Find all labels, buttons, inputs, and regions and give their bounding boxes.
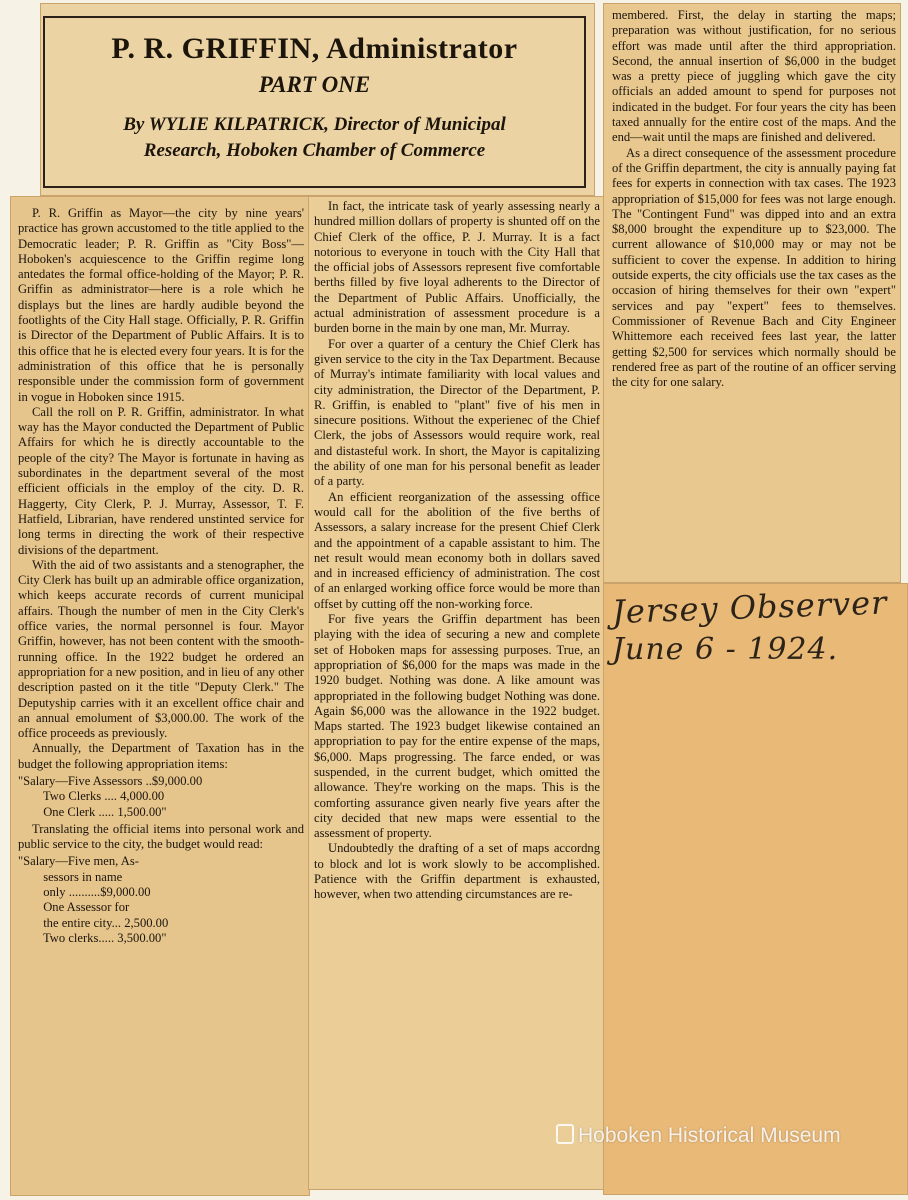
byline-line-2: Research, Hoboken Chamber of Commerce <box>143 140 486 161</box>
paragraph: Call the roll on P. R. Griffin, administrator. In what way has the Mayor conducted the Department of Public Affairs for which he is directly accountable to the people of the city? The Mayor is fortunate in having as subordinates in the department several of the most efficient officials in the employ of the city. D. R. Haggerty, City Clerk, P. J. Murray, Assessor, T. F. Hatfield, Librarian, have rendered unstinted service for long terms in directing the work of their respective divisions of the department. <box>18 404 304 557</box>
handwritten-annotation <box>611 583 902 718</box>
museum-watermark <box>556 1124 841 1148</box>
headline-box <box>43 16 586 188</box>
paragraph: As a direct consequence of the assessment procedure of the Griffin department, the city is annually paying fat fees for experts in connection with tax cases. The 1923 appropriation of $15,000 for fees was not large enough. The "Contingent Fund" was dipped into and an extra $8,000 brought the expenditure up to $23,000. The current allowance of $10,000 may or may not be sufficient to cover the expense. In addition to hiring outside experts, the city officials use the tax cases as the occasion of hiring themselves for their own "expert" services and pay "expert" fees to themselves. Commissioner of Revenue Bach and City Engineer Whittemore each received fees last year, the latter getting $2,500 for services which normally should be rendered free as part of the routine of an officer serving the city for one salary. <box>612 145 896 390</box>
right-column <box>612 8 896 583</box>
article-part: PART ONE <box>258 72 371 97</box>
paragraph: For five years the Griffin department has been playing with the idea of securing a new and complete set of Hoboken maps for assessing purposes. True, an appropriation of $6,000 for the maps was made in the 1920 budget. Nothing was done. A like amount was appropriated in the following budget Nothing was done. Again $6,000 was the allowance in the 1922 budget. Maps started. The 1923 budget likewise contained an appropriation to pay for the entire expense of the maps, $6,000. Maps progressing. The farce ended, or was suspended, in the current budget, which omitted the allowance. They're working on the maps. This is the comforting assurance given nearly five years after the city decided that new maps were essential to the assessment of property. <box>314 612 600 841</box>
paragraph: membered. First, the delay in starting the maps; preparation was without justification, for no serious effort was made until after the third appropriation. Second, the annual insertion of $6,000 in the budget was a pretty piece of juggling which gave the city officials an added amount to spend for purposes not indicated in the budget. For four years the city has been taxed annually for the entire cost of the maps. And the end—wait until the maps are finished and delivered. <box>612 8 896 145</box>
paragraph: In fact, the intricate task of yearly assessing nearly a hundred million dollars of property is shunted off on the Chief Clerk of the office, P. J. Murray. It is a fact notorious to everyone in touch with the City Hall that the official jobs of Assessors represent five comfortable berths filled by five loyal adherents to the Director of the Department of Public Affairs. Unofficially, the actual administration of assessment procedure is a burden borne in the main by one man, Mr. Murray. <box>314 199 600 336</box>
budget-table-actual: "Salary—Five men, As- sessors in name only ..........$9,000.00 One Assessor for the entire city... 2,500.00 Two clerks..... 3,500.00" <box>18 854 169 945</box>
byline-line-1: By WYLIE KILPATRICK, Director of Municipal <box>123 114 506 135</box>
paragraph: An efficient reorganization of the assessing office would call for the abolition of the five berths of Assessors, a salary increase for the present Chief Clerk and the appointment of a capable assistant to him. The net result would mean economy both in dollars saved and in increased efficiency of administration. The cost of an enlarged working office force would be more than offset by cutting off the non-working force. <box>314 489 600 611</box>
watermark-text: Hoboken Historical Museum <box>578 1124 841 1147</box>
paragraph: With the aid of two assistants and a stenographer, the City Clerk has built up an admirable office organization, which keeps accurate records of current municipal affairs. Though the number of men in the City Clerk's office varies, the normal personnel is four. Mayor Griffin, however, has not been content with the smooth-running office. In the 1922 budget he ordered an appropriation for a new position, and in lieu of any other description pasted on it the title "Deputy Clerk." The Deputyship carries with it an excellent office chair and an annual emolument of $3,000.00. The work of the office proceeds as previously. <box>18 557 304 741</box>
paragraph: Undoubtedly the drafting of a set of maps accordng to block and lot is work slowly to be accomplished. Patience with the Griffin department is exhausted, however, when two attending circumstances are re- <box>314 841 600 902</box>
museum-logo-icon <box>556 1124 574 1144</box>
paragraph: P. R. Griffin as Mayor—the city by nine years' practice has grown accustomed to the title applied to the Democratic leader; P. R. Griffin as "City Boss"—Hoboken's acquiescence to the Griffin regime long antedates the formal office-holding of the Mayor; P. R. Griffin as administrator—here is a role which he displays but the lines are hardly audible beyond the footlights of the City Hall stage. Officially, P. R. Griffin is Director of the Department of Public Affairs. It is to this office that he is elected every four years. It is for the administration of this office that he is personally responsible under the commission form of government in vogue in Hoboken since 1915. <box>18 206 304 404</box>
article-byline <box>45 112 584 164</box>
handwritten-date: June 6 - 1924. <box>612 632 839 667</box>
budget-table-official: "Salary—Five Assessors ..$9,000.00 Two Clerks .... 4,000.00 One Clerk ..... 1,500.00" <box>18 773 203 819</box>
article-title: P. R. GRIFFIN, Administrator <box>111 32 518 65</box>
left-column <box>18 206 304 1196</box>
paragraph: Annually, the Department of Taxation has in the budget the following appropriation items: <box>18 741 304 771</box>
handwritten-source: Jersey Observer <box>611 583 888 632</box>
paragraph: For over a quarter of a century the Chief Clerk has given service to the city in the Tax Department. Because of Murray's intimate familiarity with local values and city administration, the Director of the Department, P. R. Griffin, is enabled to "plant" five of his men in sinecure positions. Without the experienec of the Chief Clerk, the jobs of Assessors would require work, real and distasteful work. In short, the Mayor is capitalizing the ability of one man for his personal benefit as leader of a party. <box>314 336 600 489</box>
paragraph: Translating the official items into personal work and public service to the city, the budget would read: <box>18 821 304 852</box>
middle-column <box>314 199 600 1189</box>
